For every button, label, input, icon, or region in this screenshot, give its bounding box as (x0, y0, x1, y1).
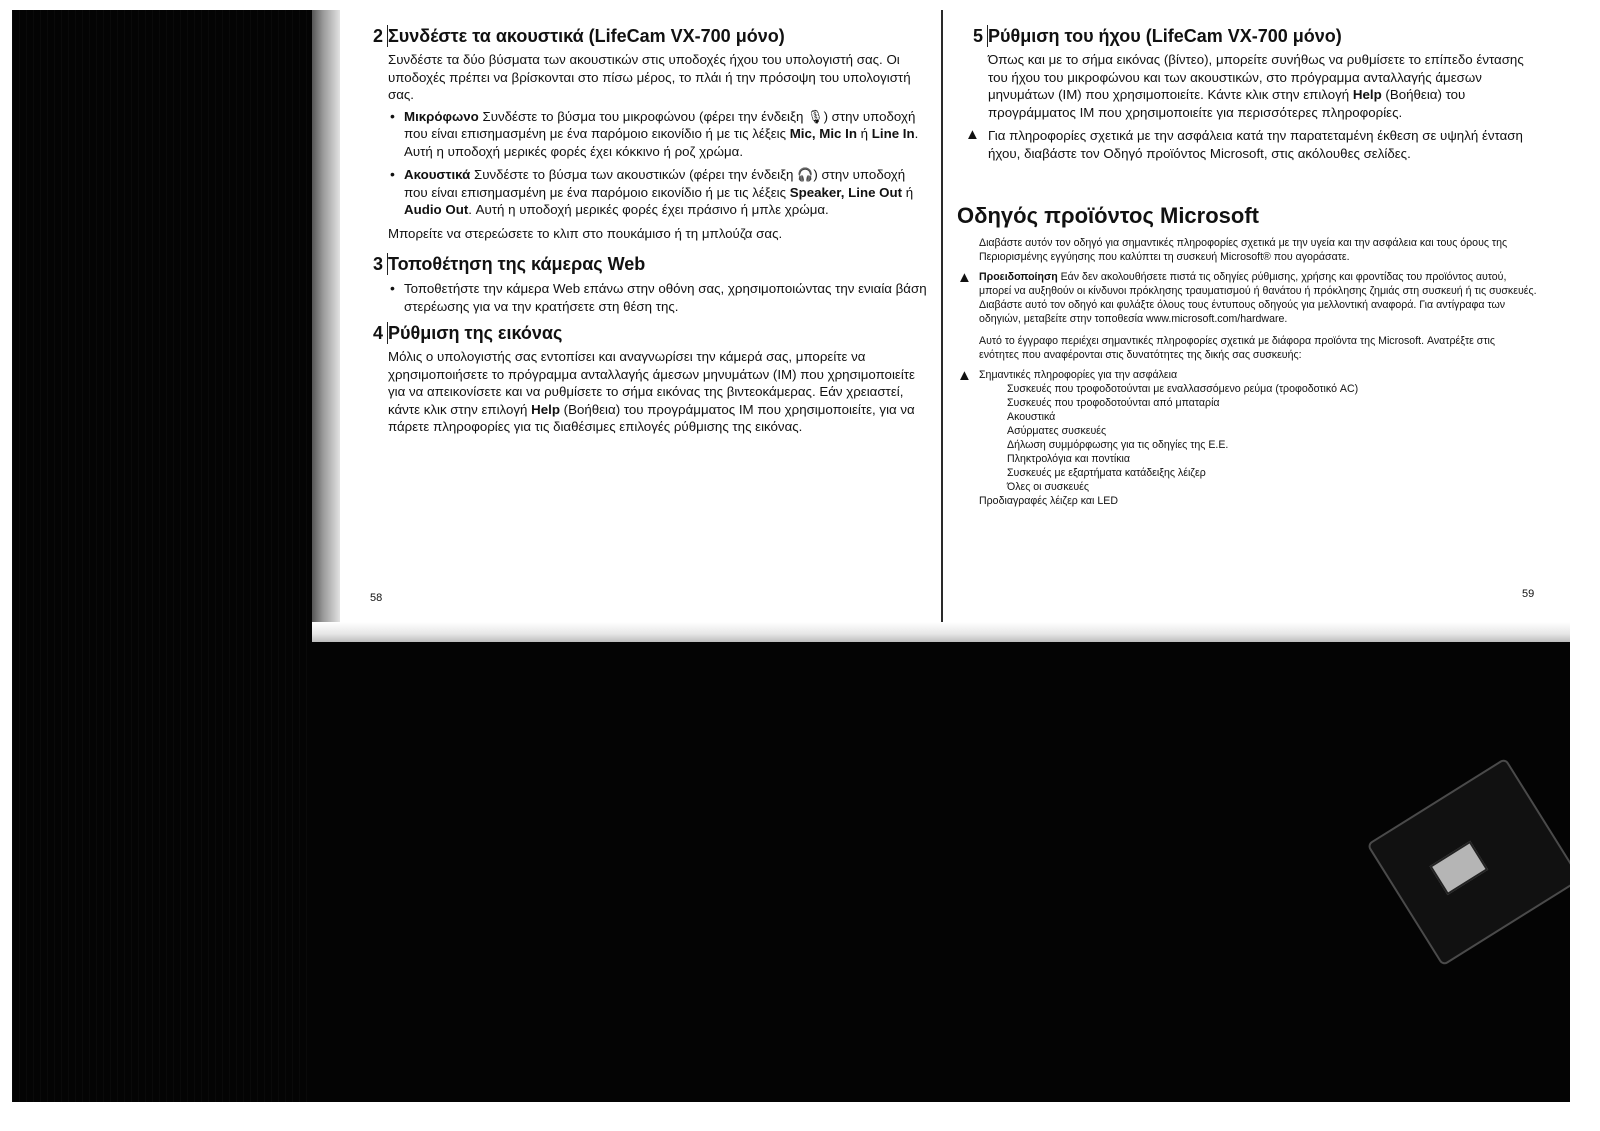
microphone-icon: 🎙 (807, 108, 824, 124)
toc-item[interactable]: Συσκευές που τροφοδοτούνται με εναλλασσόμενο ρεύμα (τροφοδοτικό AC) (1007, 383, 1359, 395)
bullet-text: . Αυτή η υποδοχή μερικές φορές έχει κόκκινο ή ροζ χρώμα. (404, 126, 919, 159)
bullet-headphones (404, 166, 932, 219)
guide-intro: Διαβάστε αυτόν τον οδηγό για σημαντικές πληροφορίες σχετικά με την υγεία και την ασφάλεια και τους όρους της Περιορισμένης εγγύησης που καλύπτει τη συσκευή Microsoft® που αγοράσατε. (979, 237, 1508, 263)
help-keyword: Help (531, 401, 560, 417)
bullet-text: . Αυτή η υποδοχή μερικές φορές έχει πράσινο ή μπλε χρώμα. (468, 202, 829, 217)
toc-item[interactable]: Όλες οι συσκευές (1007, 481, 1089, 493)
bullet-conjunction: ή (902, 184, 914, 200)
volume-warning (957, 127, 1537, 162)
bullet-text: Συνδέστε το βύσμα των ακουστικών (φέρει την ένδειξη (470, 167, 798, 182)
section-number: 4 (367, 322, 388, 344)
body-text: (Βοήθεια) του προγράμματος IM που χρησιμοποιείτε, για να πάρετε πληροφορίες για τις διαθέσιμες επιλογές ρύθμισης της εικόνας. (388, 401, 915, 434)
help-keyword: Help (1352, 87, 1382, 102)
bullet-label: Μικρόφωνο (404, 108, 479, 124)
toc-item[interactable]: Ακουστικά (1007, 411, 1056, 423)
section-4 (357, 321, 932, 436)
guide-title: Οδηγός προϊόντος Microsoft (957, 203, 1259, 228)
bullet-text: ) στην υποδοχή που είναι επισημασμένη με ένα παρόμοιο εικονίδιο ή με τις λέξεις (404, 167, 906, 200)
section-number: 2 (367, 25, 388, 47)
toc-heading: Σημαντικές πληροφορίες για την ασφάλεια (979, 369, 1178, 381)
contents-intro: Αυτό το έγγραφο περιέχει σημαντικές πληροφορίες σχετικά με διάφορα προϊόντα της Microsoft. Ανατρέξτε στις ενότητες που αναφέρονται στις δυνατότητες της δικής σας συσκευής: (979, 335, 1495, 361)
dark-background-grain (12, 10, 312, 1102)
bullet-keyword: Audio Out (404, 202, 469, 217)
bullet-item: • Τοποθετήστε την κάμερα Web επάνω στην οθόνη σας, χρησιμοποιώντας την ενιαία βάση στερέωσης για να την κρατήσετε στη θέση της. (404, 280, 932, 315)
toc-item-last[interactable]: Προδιαγραφές λέιζερ και LED (979, 495, 1118, 507)
warning-label: Προειδοποίηση (979, 271, 1058, 283)
toc-item[interactable]: Δήλωση συμμόρφωσης για τις οδηγίες της Ε.Ε. (1007, 439, 1229, 451)
page-number-right: 59 (1522, 588, 1535, 600)
section-intro: Συνδέστε τα δύο βύσματα των ακουστικών στις υποδοχές ήχου του υπολογιστή σας. Οι υποδοχές πρέπει να βρίσκονται στο πίσω μέρος, το πλάι ή την πρόσοψη του υπολογιστή σας. (388, 52, 911, 102)
warning-triangle-icon: ▲ (965, 126, 980, 143)
page-gutter (941, 10, 943, 642)
section-body (988, 51, 1537, 121)
warning-body: Εάν δεν ακολουθήσετε πιστά τις οδηγίες ρύθμισης, χρήσης και φροντίδας του προϊόντος αυτού, μπορεί να αυξηθούν οι κίνδυνοι πρόκλησης τραυματισμού ή θανάτου ή πρόκλησης ζημιάς στη συσκευή ή τις συσκευές. Διαβάστε αυτό τον οδηγό και φυλάξτε όλους τους έντυπους οδηγούς για μελλοντική αναφορά. Για αντίγραφα των οδηγιών, μεταβείτε στην τοποθεσία www.microsoft.com/hardware. (979, 271, 1537, 325)
section-number: 5 (967, 25, 988, 47)
section-title: Ρύθμιση της εικόνας (388, 323, 563, 343)
headphones-icon: 🎧 (797, 167, 814, 182)
bullet-conjunction: ή (856, 126, 872, 141)
section-title: Τοποθέτηση της κάμερας Web (388, 254, 646, 274)
section-body (388, 348, 932, 436)
guide-warning-text (979, 270, 1537, 326)
bullet-microphone (404, 108, 932, 161)
product-guide (957, 202, 1537, 508)
keyboard-corner (1366, 757, 1570, 966)
bullet-text: Συνδέστε το βύσμα του μικροφώνου (φέρει την ένδειξη (478, 108, 808, 124)
section-5 (957, 24, 1537, 121)
binding-shadow (312, 10, 340, 642)
toc-heading-row (957, 368, 1537, 382)
warning-text: Για πληροφορίες σχετικά με την ασφάλεια κατά την παρατεταμένη έκθεση σε υψηλή ένταση ήχου, διαβάστε τον Οδηγό προϊόντος Microsoft, στις ακόλουθες σελίδες. (988, 128, 1523, 161)
bullet-keywords: Mic, Mic In (789, 126, 857, 141)
section-number: 3 (367, 253, 388, 275)
body-text: Μόλις ο υπολογιστής σας εντοπίσει και αναγνωρίσει την κάμερά σας, μπορείτε να χρησιμοποιήσετε το πρόγραμμα ανταλλαγής άμεσων μηνυμάτων (IM) που χρησιμοποιείτε για να απεικονίσετε και να ρυθμίσετε το σήμα εικόνας της βιντεοκάμερας. Εάν χρειαστεί, κάντε κλικ στην επιλογή (388, 349, 915, 417)
section-2 (357, 24, 932, 242)
page-bottom-edge (312, 622, 1570, 642)
warning-triangle-icon: ▲ (957, 367, 972, 384)
warning-triangle-icon: ▲ (957, 269, 972, 286)
scanned-document (12, 10, 1570, 1102)
bullet-keywords: Speaker, Line Out (789, 184, 903, 200)
left-page (357, 24, 932, 438)
keyboard-key (1429, 841, 1488, 895)
section-title: Συνδέστε τα ακουστικά (LifeCam VX-700 μόνο) (388, 26, 785, 46)
bullet-text: ) στην υποδοχή που είναι επισημασμένη με ένα παρόμοιο εικονίδιο ή με τις λέξεις (404, 108, 916, 141)
bullet-list (388, 280, 932, 315)
bullet-label: Ακουστικά (404, 167, 471, 182)
booklet-spread (312, 10, 1570, 642)
toc-item[interactable]: Συσκευές με εξαρτήματα κατάδειξης λέιζερ (1007, 467, 1206, 479)
page-number-left: 58 (370, 592, 383, 604)
body-text: Όπως και με το σήμα εικόνας (βίντεο), μπορείτε συνήθως να ρυθμίσετε το επίπεδο έντασης του ήχου του μικροφώνου και των ακουστικών, στο πρόγραμμα ανταλλαγής άμεσων μηνυμάτων (IM) που χρησιμοποιείτε. Κάντε κλικ στην επιλογή (988, 52, 1524, 102)
section-3 (357, 252, 932, 315)
toc-item[interactable]: Πληκτρολόγια και ποντίκια (1007, 453, 1131, 465)
right-page (957, 24, 1537, 508)
section-title: Ρύθμιση του ήχου (LifeCam VX-700 μόνο) (988, 26, 1342, 46)
toc-item[interactable]: Συσκευές που τροφοδοτούνται από μπαταρία (1007, 397, 1220, 409)
toc-list (957, 382, 1537, 494)
body-text: (Βοήθεια) του προγράμματος IM που χρησιμοποιείτε για περισσότερες πληροφορίες. (988, 87, 1466, 120)
guide-warning (957, 270, 1537, 326)
bullet-keyword: Line In (871, 126, 915, 141)
bullet-list (388, 108, 932, 219)
section-outro: Μπορείτε να στερεώσετε το κλιπ στο πουκάμισο ή τη μπλούζα σας. (388, 225, 783, 241)
toc-item[interactable]: Ασύρματες συσκευές (1007, 425, 1107, 437)
